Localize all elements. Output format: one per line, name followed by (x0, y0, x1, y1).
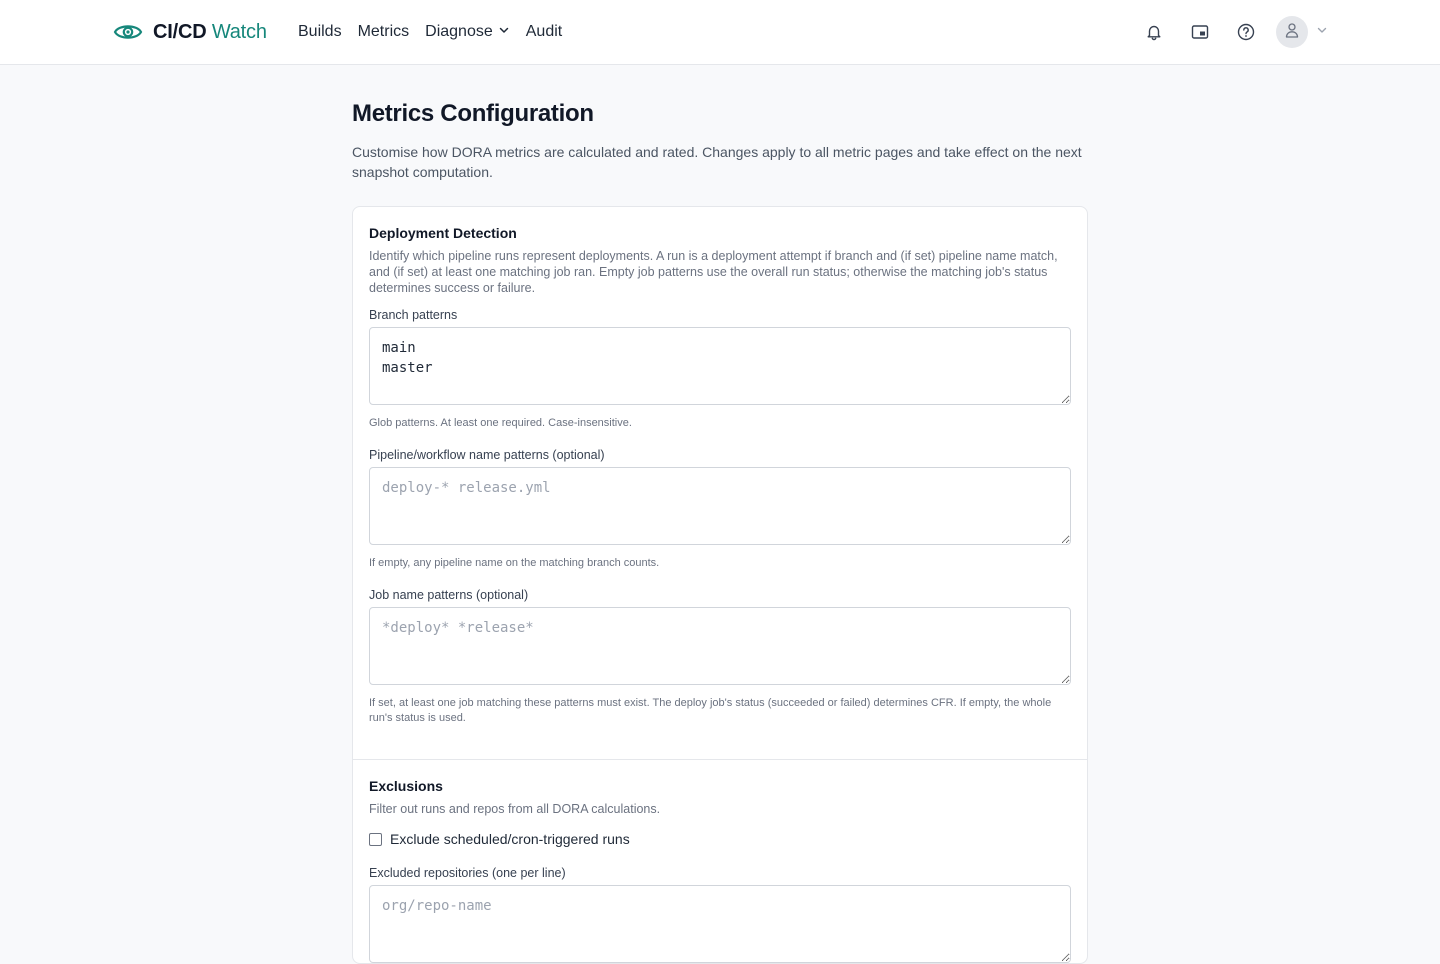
nav-diagnose[interactable] (425, 23, 510, 41)
branch-patterns-field (369, 308, 1071, 431)
user-icon (1284, 22, 1300, 43)
nav-metrics[interactable]: Metrics (357, 23, 410, 40)
page-subtitle: Customise how DORA metrics are calculated and rated. Changes apply to all metric pages and take effect on the next snapshot computation. (352, 144, 1082, 180)
pipeline-patterns-field (369, 448, 1071, 571)
pipeline-patterns-hint: If empty, any pipeline name on the matching branch counts. (369, 557, 660, 569)
bell-icon[interactable] (1142, 20, 1166, 44)
page-title: Metrics Configuration (352, 100, 594, 127)
brand-name (153, 21, 267, 44)
brand-logo[interactable] (113, 18, 267, 46)
config-card (352, 206, 1088, 964)
deployment-detection-section (353, 207, 1087, 759)
nav-builds[interactable]: Builds (298, 23, 342, 40)
excluded-repos-label: Excluded repositories (one per line) (369, 866, 566, 880)
pipeline-patterns-input[interactable] (369, 467, 1071, 545)
top-navigation-bar (0, 0, 1440, 65)
exclusions-section (353, 759, 1087, 963)
brand-name-accent: Watch (211, 20, 267, 43)
section-description: Identify which pipeline runs represent deployments. A run is a deployment attempt if branch and (if set) pipeline name match, and (if set) at least one matching job ran. Empty job patterns use the overall run status; otherwise the matching job's status determines success or failure. (369, 249, 1058, 295)
excluded-repos-input[interactable] (369, 885, 1071, 963)
chevron-down-icon (1316, 23, 1328, 41)
job-patterns-field (369, 588, 1071, 726)
avatar (1276, 16, 1308, 48)
job-patterns-input[interactable] (369, 607, 1071, 685)
exclude-scheduled-row (369, 831, 1071, 847)
job-patterns-label: Job name patterns (optional) (369, 588, 529, 602)
chevron-down-icon (493, 23, 510, 41)
section-description: Filter out runs and repos from all DORA calculations. (369, 802, 661, 816)
header-actions (1120, 16, 1328, 48)
excluded-repos-field (369, 866, 1071, 963)
picture-in-picture-icon[interactable] (1188, 20, 1212, 44)
nav-diagnose-label: Diagnose (425, 23, 493, 40)
section-title: Exclusions (369, 778, 443, 794)
branch-patterns-label: Branch patterns (369, 308, 458, 322)
brand-name-main: CI/CD (153, 20, 207, 43)
main-nav (298, 21, 578, 43)
pipeline-patterns-label: Pipeline/workflow name patterns (optional) (369, 448, 605, 462)
section-title: Deployment Detection (369, 225, 517, 241)
help-circle-icon[interactable] (1234, 20, 1258, 44)
branch-patterns-input[interactable] (369, 327, 1071, 405)
branch-patterns-hint: Glob patterns. At least one required. Case-insensitive. (369, 417, 632, 429)
exclude-scheduled-label[interactable]: Exclude scheduled/cron-triggered runs (390, 831, 630, 847)
eye-logo-icon (113, 21, 143, 43)
job-patterns-hint: If set, at least one job matching these patterns must exist. The deploy job's status (succeeded or failed) determines CFR. If empty, the whole run's status is used. (369, 697, 1052, 724)
user-menu[interactable] (1276, 16, 1328, 48)
nav-audit[interactable]: Audit (525, 23, 563, 40)
main-content (352, 100, 1088, 964)
exclude-scheduled-checkbox[interactable] (369, 833, 382, 846)
